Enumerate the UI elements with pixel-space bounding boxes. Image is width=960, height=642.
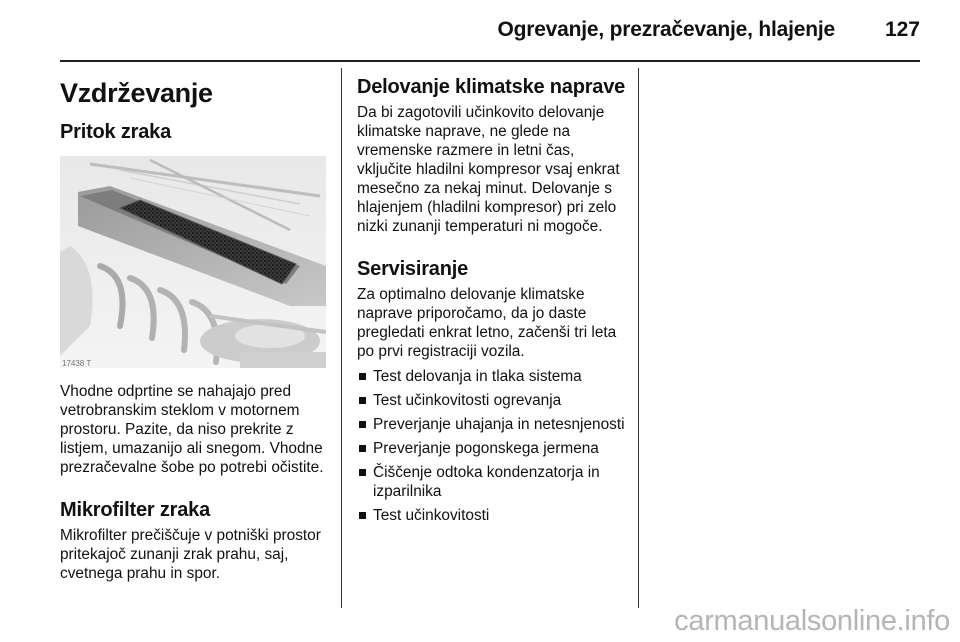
page-number: 127 (884, 18, 920, 41)
list-item-text: Preverjanje pogonskega jermena (373, 440, 599, 457)
list-item-text: Test delovanja in tlaka sistema (373, 368, 582, 385)
bullet-square-icon (359, 373, 366, 380)
section-heading-ac-operation: Delovanje klimatske naprave (357, 76, 626, 98)
main-heading: Vzdrževanje (60, 78, 213, 108)
section-heading-microfilter: Mikrofilter zraka (60, 499, 210, 521)
air-intake-paragraph: Vhodne odprtine se nahajajo pred vetrobranskim steklom v motornem prostoru. Pazite, da niso prekrite z listjem, umazanijo ali snegom. Vhodne prezračevalne šobe po potrebi očistite. (60, 383, 324, 476)
bullet-square-icon (359, 469, 366, 476)
left-column (60, 68, 330, 583)
list-item (357, 367, 627, 386)
watermark-link[interactable]: carmanualsonline.info (674, 605, 950, 637)
bullet-square-icon (359, 421, 366, 428)
bullet-square-icon (359, 397, 366, 404)
list-item-text: Preverjanje uhajanja in netesnjenosti (373, 416, 625, 433)
bullet-square-icon (359, 512, 366, 519)
air-intake-figure (60, 156, 326, 368)
column-divider-right (638, 68, 639, 608)
ac-operation-paragraph: Da bi zagotovili učinkovito delovanje klimatske naprave, ne glede na vremenske razmere in letni čas, vključite hladilni kompresor vsaj enkrat mesečno za nekaj minut. Delovanje s hlajenjem (hladilni kompresor) pri zelo nizki zunanji temperaturi ni mogoče. (357, 104, 620, 235)
bullet-square-icon (359, 445, 366, 452)
running-header-title: Ogrevanje, prezračevanje, hlajenje (497, 18, 835, 41)
list-item (357, 439, 627, 458)
column-divider-left (341, 68, 342, 608)
list-item (357, 506, 627, 525)
list-item (357, 463, 627, 501)
section-heading-servicing: Servisiranje (357, 258, 469, 280)
middle-column (357, 68, 627, 530)
section-heading-air-intake: Pritok zraka (60, 121, 171, 143)
list-item-text: Test učinkovitosti (373, 507, 490, 524)
header-rule (60, 60, 920, 62)
servicing-paragraph: Za optimalno delovanje klimatske naprave priporočamo, da jo daste pregledati enkrat letno, začenši tri leta po prvi registraciji vozila. (357, 286, 617, 360)
list-item (357, 415, 627, 434)
list-item-text: Test učinkovitosti ogrevanja (373, 392, 562, 409)
air-intake-illustration (60, 156, 326, 368)
list-item-text: Čiščenje odtoka kondenzatorja in izparilnika (373, 464, 600, 500)
servicing-list (357, 367, 627, 525)
list-item (357, 391, 627, 410)
figure-label: 17438 T (62, 359, 92, 368)
microfilter-paragraph: Mikrofilter prečiščuje v potniški prostor pritekajoč zunanji zrak prahu, saj, cvetnega prahu in spor. (60, 527, 321, 582)
